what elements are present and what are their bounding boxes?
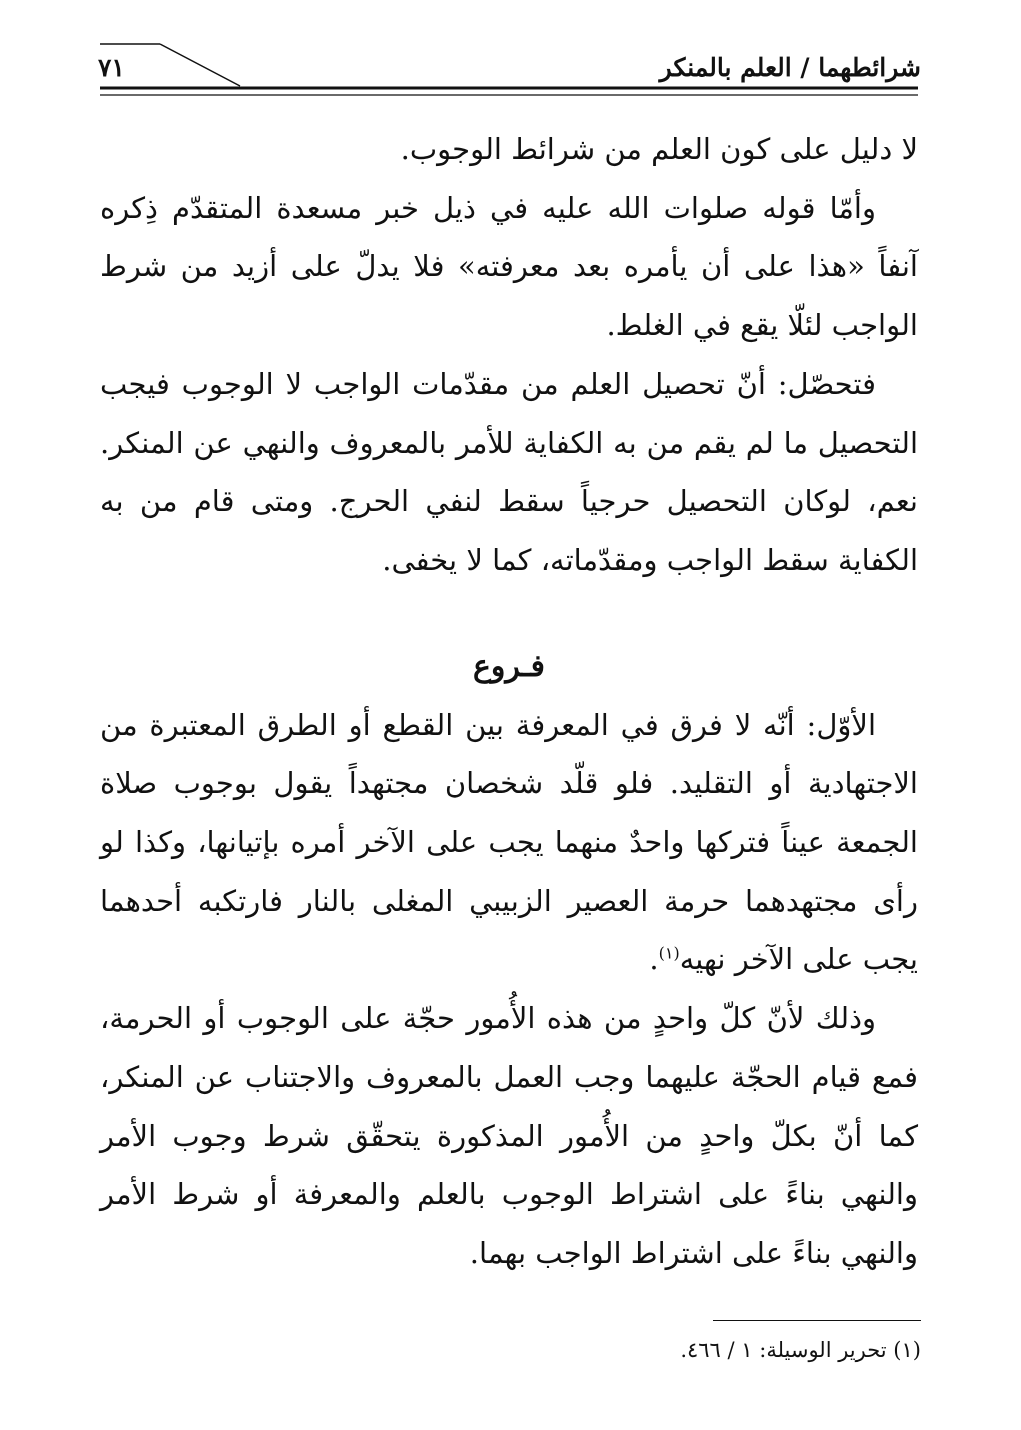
paragraph-4-end: . xyxy=(649,942,659,977)
paragraph-3: فتحصّل: أنّ تحصيل العلم من مقدّمات الواجب لا الوجوب فيجب التحصيل ما لم يقم من به الكفاية للأمر بالمعروف والنهي عن المنكر. نعم، لوكان التحصيل حرجياً سقط لنفي الحرج. ومتى قام من به الكفاية سقط الواجب ومقدّماته، كما لا يخفى. xyxy=(100,366,918,577)
header-rule xyxy=(0,0,1021,110)
paragraph-4-text: الأوّل: أنّه لا فرق في المعرفة بين القطع أو الطرق المعتبرة من الاجتهادية أو التقليد. فلو قلّد شخصان مجتهداً يقول بوجوب صلاة الجمعة عيناً فتركها واحدٌ منهما يجب على الآخر أمره بإتيانها، وكذا لو رأى مجتهدهما حرمة العصير الزبيبي المغلى بالنار فارتكبه أحدهما يجب على الآخر نهيه xyxy=(100,707,918,977)
paragraph-5: وذلك لأنّ كلّ واحدٍ من هذه الأُمور حجّة على الوجوب أو الحرمة، فمع قيام الحجّة عليهما وجب العمل بالمعروف والاجتناب عن المنكر، كما أنّ بكلّ واحدٍ من الأُمور المذكورة يتحقّق شرط وجوب الأمر والنهي بناءً على اشتراط الوجوب بالعلم والمعرفة أو شرط الأمر والنهي بناءً على اشتراط الواجب بهما. xyxy=(100,1001,918,1270)
running-header-title: شرائطهما / العلم بالمنكر xyxy=(659,53,921,82)
section-heading: فـروع xyxy=(472,648,546,684)
page-number: ٧١ xyxy=(98,53,125,82)
paragraph-1: لا دليل على كون العلم من شرائط الوجوب. xyxy=(400,132,918,166)
footnote-text: (١) تحرير الوسيلة: ١ / ٤٦٦. xyxy=(680,1338,921,1362)
body-text xyxy=(100,120,918,1283)
header-rule-slant xyxy=(160,44,240,86)
footnote-rule xyxy=(713,1320,921,1321)
footnote-marker[interactable]: (١) xyxy=(658,943,680,963)
paragraph-2: وأمّا قوله صلوات الله عليه في ذيل خبر مسعدة المتقدّم ذِكره آنفاً «هذا على أن يأمره بعد معرفته» فلا يدلّ على أزيد من شرط الواجب لئلّا يقع في الغلط. xyxy=(100,190,918,343)
paragraph-4 xyxy=(100,696,918,990)
